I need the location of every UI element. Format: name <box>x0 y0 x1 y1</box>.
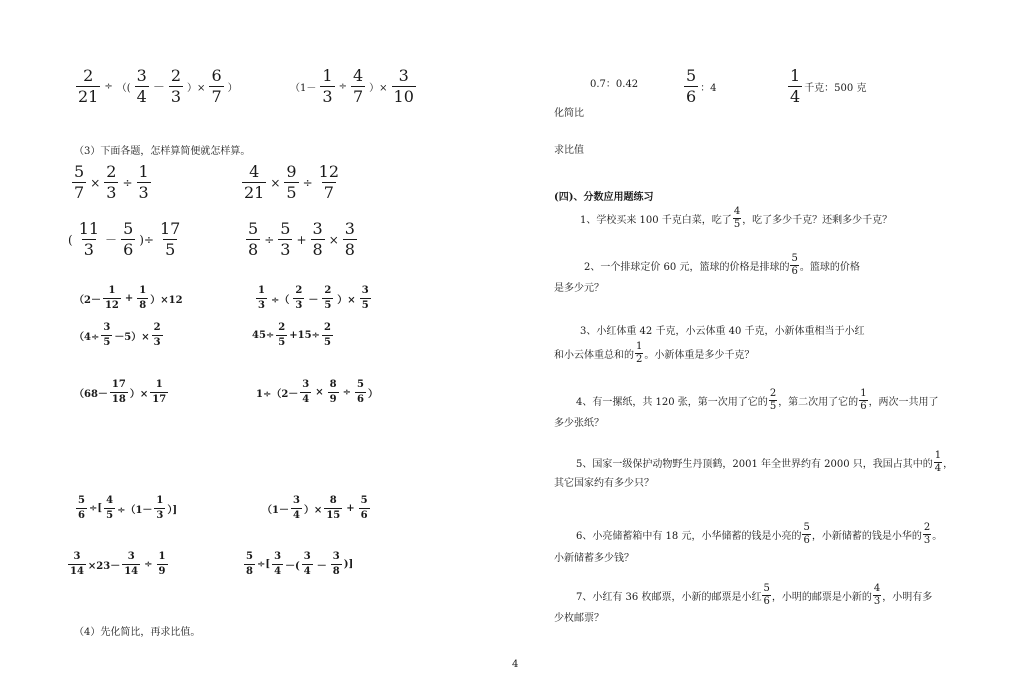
fraction: $\frac{8}{9}$ <box>329 379 337 405</box>
fraction: $\frac{11}{3}$ <box>78 219 100 259</box>
fraction: $\frac{2}{3}$ <box>170 66 182 106</box>
fraction: $\frac{2}{5}$ <box>278 322 286 348</box>
problem-5: 5、国家一级保护动物野生丹顶鹤，2001 年全世界约有 2000 只，我国占其中的 1 4 ， <box>576 450 954 474</box>
fraction: $\frac{3}{8}$ <box>332 551 340 577</box>
fraction: $\frac{12}{7}$ <box>318 162 340 202</box>
fraction: 2 3 <box>923 522 931 546</box>
value-label: 求比值 <box>554 145 584 156</box>
fraction: $\frac{3}{4}$ <box>303 551 311 577</box>
fraction: $\frac{4}{21}$ <box>244 162 265 202</box>
fraction: $\frac{4}{5}$ <box>106 495 114 521</box>
fraction: $\frac{1}{3}$ <box>322 66 333 106</box>
expr-n: （1－ $\frac{3}{4}$ ）× $\frac{8}{15}$ + $\frac{5}{6}$ <box>262 495 368 521</box>
fraction: $\frac{1}{3}$ <box>138 162 149 202</box>
problem-2: 2、一个排球定价 60 元，篮球的价格是排球的 5 6 。篮球的价格 <box>584 253 860 277</box>
fraction: 5 6 <box>803 522 810 546</box>
expr-top-2: （1－ $\frac{1}{3}$ ÷ $\frac{4}{7}$ ）× $\frac{3}{10}$ <box>290 66 414 106</box>
fraction: $\frac{5}{6}$ <box>357 379 364 405</box>
problem-6: 6、小亮储蓄箱中有 18 元，小华储蓄的钱是小亮的 5 6 ，小新储蓄的钱是小华的 2 3 。 <box>576 522 943 546</box>
fraction: $\frac{17}{18}$ <box>111 379 126 405</box>
fraction: 1 6 <box>860 388 867 412</box>
section4-heading: （4）先化简比，再求比值。 <box>74 627 201 638</box>
simplify-label: 化简比 <box>554 108 584 119</box>
expr-c: $\frac{5}{7}$ × $\frac{2}{3}$ ÷ $\frac{1}{3}$ <box>74 162 149 202</box>
fraction: $\frac{17}{5}$ <box>160 219 181 259</box>
fraction: 5 6 <box>763 583 770 607</box>
problem-2-cont: 是多少元？ <box>554 283 604 294</box>
fraction: $\frac{5}{8}$ <box>248 219 259 259</box>
section3-heading: （3）下面各题，怎样算简便就怎样算。 <box>74 146 251 157</box>
fraction: 1 2 <box>636 341 643 365</box>
problem-3-cont: 和小云体重总和的 1 2 。小新体重是多少千克？ <box>554 341 755 365</box>
ratio-3: $\frac{1}{4}$ 千克：500 克 <box>790 66 867 106</box>
fraction: $\frac{6}{7}$ <box>211 66 222 106</box>
expr-p: $\frac{5}{8}$ ÷[ $\frac{3}{4}$ －( $\frac{3}{4}$ － $\frac{3}{8}$ )] <box>246 551 354 577</box>
fraction: $\frac{3}{4}$ <box>302 379 310 405</box>
expr-l: 1÷（2－ $\frac{3}{4}$ × $\frac{8}{9}$ ÷ $\frac{5}{6}$ ） <box>256 379 378 405</box>
problem-4: 4、有一摞纸，共 120 张，第一次用了它的 2 5 ，第二次用了它的 1 6 ，两次一共用了 <box>576 388 939 412</box>
problem-4-cont: 多少张纸？ <box>554 418 604 429</box>
page-number: 4 <box>512 659 519 670</box>
fraction: $\frac{1}{3}$ <box>258 285 265 311</box>
fraction: $\frac{5}{3}$ <box>280 219 291 259</box>
fraction: $\frac{2}{3}$ <box>106 162 117 202</box>
fraction: $\frac{2}{5}$ <box>324 285 332 311</box>
fraction: 5 6 <box>791 253 798 277</box>
fraction: $\frac{5}{6}$ <box>360 495 368 521</box>
fraction: 4 3 <box>873 583 881 607</box>
expr-j: 45÷ $\frac{2}{5}$ +15÷ $\frac{2}{5}$ <box>252 322 331 348</box>
ratio-2: $\frac{5}{6}$ ：4 <box>686 66 717 106</box>
problem-3: 3、小红体重 42 千克，小云体重 40 千克，小新体重相当于小红 <box>580 326 865 337</box>
fraction: $\frac{2}{5}$ <box>323 322 331 348</box>
fraction: $\frac{5}{8}$ <box>246 551 253 577</box>
fraction: $\frac{3}{4}$ <box>274 551 282 577</box>
fraction: $\frac{1}{17}$ <box>152 379 167 405</box>
fraction: $\frac{1}{12}$ <box>104 285 119 311</box>
expr-top-1: $\frac{2}{21}$ ÷ （( $\frac{3}{4}$ － $\frac{2}{3}$ ）× $\frac{6}{7}$ ） <box>78 66 238 106</box>
fraction: $\frac{3}{4}$ <box>136 66 147 106</box>
fraction: $\frac{3}{4}$ <box>292 495 300 521</box>
fraction: $\frac{5}{7}$ <box>74 162 85 202</box>
fraction: $\frac{2}{21}$ <box>78 66 99 106</box>
expr-h: $\frac{1}{3}$ ÷（ $\frac{2}{3}$ － $\frac{2}{5}$ ）× $\frac{3}{5}$ <box>258 285 369 311</box>
fraction: $\frac{1}{3}$ <box>156 495 164 521</box>
fraction: $\frac{1}{9}$ <box>158 551 166 577</box>
expr-g: （2－ $\frac{1}{12}$ + $\frac{1}{8}$ ）×12 <box>74 285 183 311</box>
fraction: 4 5 <box>733 206 741 230</box>
section4-title: (四)、分数应用题练习 <box>554 192 654 203</box>
expr-o: $\frac{3}{14}$ ×23－ $\frac{3}{14}$ ÷ $\frac{1}{9}$ <box>70 551 166 577</box>
fraction: $\frac{9}{5}$ <box>286 162 297 202</box>
problem-7: 7、小红有 36 枚邮票，小新的邮票是小红 5 6 ，小明的邮票是小新的 4 3 ，小明有多 <box>576 583 933 607</box>
fraction: $\frac{3}{5}$ <box>103 322 111 348</box>
fraction: $\frac{3}{14}$ <box>124 551 139 577</box>
fraction: 2 5 <box>769 388 777 412</box>
expr-d: $\frac{4}{21}$ × $\frac{9}{5}$ ÷ $\frac{12}{7}$ <box>244 162 340 202</box>
problem-7-cont: 少枚邮票？ <box>554 613 604 624</box>
fraction: $\frac{3}{8}$ <box>312 219 323 259</box>
expr-e: ( $\frac{11}{3}$ － $\frac{5}{6}$ )÷ $\frac{17}{5}$ <box>68 219 181 259</box>
fraction: $\frac{3}{10}$ <box>393 66 414 106</box>
fraction: $\frac{5}{6}$ <box>686 66 697 106</box>
fraction: 1 4 <box>934 450 942 474</box>
fraction: $\frac{3}{14}$ <box>70 551 84 577</box>
problem-1: 1、学校买来 100 千克白菜，吃了 4 5 ，吃了多少千克？还剩多少千克？ <box>580 206 893 230</box>
expr-k: （68－ $\frac{17}{18}$ ）× $\frac{1}{17}$ <box>74 379 167 405</box>
ratio-1: 0.7：0.42 <box>590 79 639 90</box>
fraction: $\frac{8}{15}$ <box>326 495 341 521</box>
problem-5-cont: 其它国家约有多少只？ <box>554 478 654 489</box>
fraction: $\frac{5}{6}$ <box>123 219 134 259</box>
expr-f: $\frac{5}{8}$ ÷ $\frac{5}{3}$ + $\frac{3}{8}$ × $\frac{3}{8}$ <box>248 219 355 259</box>
fraction: $\frac{1}{4}$ <box>790 66 801 106</box>
fraction: $\frac{3}{8}$ <box>344 219 355 259</box>
fraction: $\frac{4}{7}$ <box>352 66 364 106</box>
expr-i: （4÷ $\frac{3}{5}$ －5）× $\frac{2}{3}$ <box>74 322 161 348</box>
fraction: $\frac{2}{3}$ <box>153 322 161 348</box>
problem-6-cont: 小新储蓄多少钱？ <box>554 553 634 564</box>
expr-m: $\frac{5}{6}$ ÷[ $\frac{4}{5}$ ÷（1－ $\frac{1}{3}$ ）] <box>78 495 178 521</box>
fraction: $\frac{5}{6}$ <box>78 495 85 521</box>
fraction: $\frac{3}{5}$ <box>361 285 369 311</box>
fraction: $\frac{2}{3}$ <box>295 285 303 311</box>
fraction: $\frac{1}{8}$ <box>139 285 147 311</box>
